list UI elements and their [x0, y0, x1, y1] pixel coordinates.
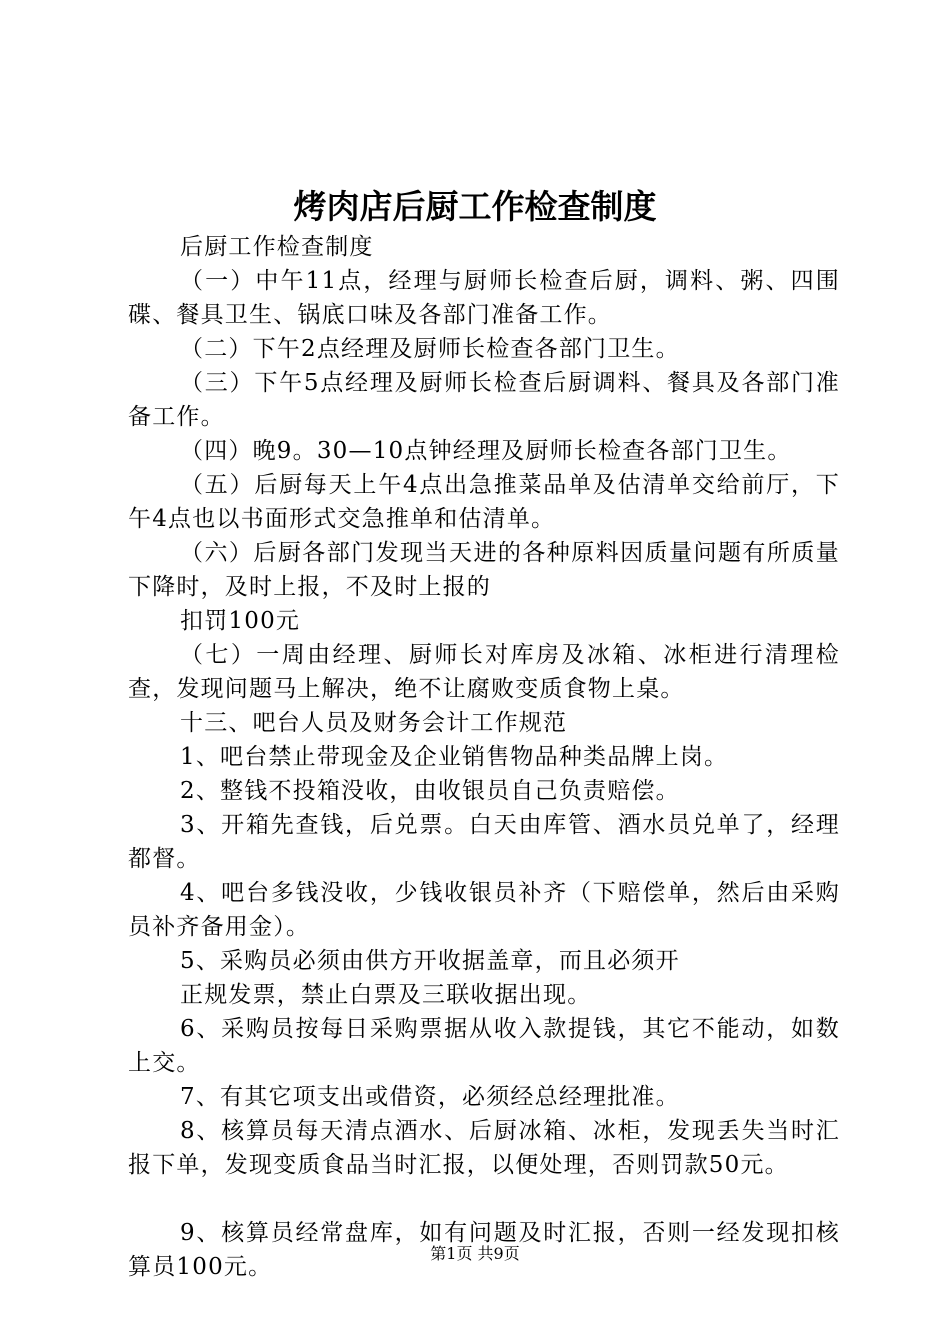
page-footer: 第1页 共9页 — [430, 1244, 520, 1263]
paragraph: 正规发票，禁止白票及三联收据出现。 — [180, 982, 592, 1008]
paragraph: 1、吧台禁止带现金及企业销售物品种类品牌上岗。 — [180, 744, 729, 770]
section-heading: 十三、吧台人员及财务会计工作规范 — [180, 710, 568, 736]
paragraph: （三）下午5点经理及厨师长检查后厨调料、餐具及各部门准备工作。 — [128, 370, 840, 430]
paragraph: 5、采购员必须由供方开收据盖章，而且必须开 — [180, 948, 680, 974]
document-body — [128, 230, 840, 1284]
paragraph: （一）中午11点，经理与厨师长检查后厨，调料、粥、四围碟、餐具卫生、锅底口味及各部门准备工作。 — [128, 268, 840, 328]
paragraph: 8、核算员每天清点酒水、后厨冰箱、冰柜，发现丢失当时汇报下单，发现变质食品当时汇报，以便处理，否则罚款50元。 — [128, 1118, 840, 1178]
document-title: 烤肉店后厨工作检查制度 — [293, 187, 657, 226]
paragraph: 后厨工作检查制度 — [180, 234, 374, 260]
paragraph: （五）后厨每天上午4点出急推菜品单及估清单交给前厅，下午4点也以书面形式交急推单和估清单。 — [128, 472, 840, 532]
paragraph: 9、核算员经常盘库，如有问题及时汇报，否则一经发现扣核算员100元。 — [128, 1220, 840, 1280]
paragraph: （七）一周由经理、厨师长对库房及冰箱、冰柜进行清理检查，发现问题马上解决，绝不让腐败变质食物上桌。 — [128, 642, 840, 702]
paragraph: 7、有其它项支出或借资，必须经总经理批准。 — [180, 1084, 680, 1110]
paragraph: 4、吧台多钱没收，少钱收银员补齐（下赔偿单，然后由采购员补齐备用金）。 — [128, 880, 840, 940]
paragraph: （二）下午2点经理及厨师长检查各部门卫生。 — [180, 336, 680, 362]
paragraph: （四）晚9。30—10点钟经理及厨师长检查各部门卫生。 — [180, 438, 792, 464]
paragraph: 扣罚100元 — [180, 608, 301, 634]
paragraph: 3、开箱先查钱，后兑票。白天由库管、酒水员兑单了，经理都督。 — [128, 812, 840, 872]
paragraph: 2、整钱不投箱没收，由收银员自己负责赔偿。 — [180, 778, 680, 804]
paragraph: （六）后厨各部门发现当天进的各种原料因质量问题有所质量下降时，及时上报，不及时上报的 — [128, 540, 840, 600]
paragraph: 6、采购员按每日采购票据从收入款提钱，其它不能动，如数上交。 — [128, 1016, 840, 1076]
